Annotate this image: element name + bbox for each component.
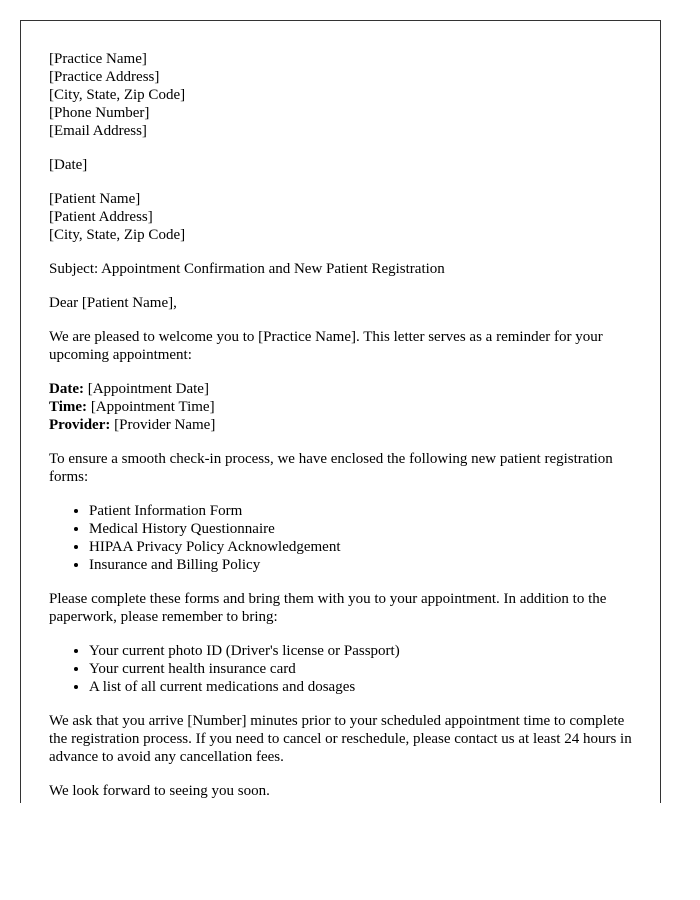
list-item: • Insurance and Billing Policy bbox=[89, 556, 660, 574]
letter-page bbox=[20, 20, 661, 803]
list-item: • Your current health insurance card bbox=[89, 660, 660, 678]
letter-date: [Date] bbox=[49, 157, 88, 173]
time-label: Time: bbox=[49, 399, 88, 415]
list-item: • A list of all current medications and dosages bbox=[89, 678, 660, 696]
list-item: • Patient Information Form bbox=[89, 502, 660, 520]
date-label: Date: bbox=[49, 381, 84, 397]
list-item: • Your current photo ID (Driver's license or Passport) bbox=[89, 642, 660, 660]
appointment-details bbox=[49, 380, 634, 434]
recipient-block bbox=[49, 190, 634, 244]
list-item: • Medical History Questionnaire bbox=[89, 520, 660, 538]
date-value: [Appointment Date] bbox=[83, 381, 209, 397]
practice-email: [Email Address] bbox=[49, 123, 147, 139]
closing-paragraph: We look forward to seeing you soon. bbox=[49, 783, 270, 799]
provider-value: [Provider Name] bbox=[110, 417, 216, 433]
practice-name: [Practice Name] bbox=[49, 51, 147, 67]
provider-label: Provider: bbox=[49, 417, 111, 433]
intro-paragraph: We are pleased to welcome you to [Practice Name]. This letter serves as a reminder for your upcoming appointment: bbox=[49, 329, 603, 363]
forms-list bbox=[49, 502, 660, 574]
practice-city: [City, State, Zip Code] bbox=[49, 87, 186, 103]
practice-address: [Practice Address] bbox=[49, 69, 160, 85]
subject-line: Subject: Appointment Confirmation and New Patient Registration bbox=[49, 261, 445, 277]
salutation: Dear [Patient Name], bbox=[49, 295, 177, 311]
time-value: [Appointment Time] bbox=[87, 399, 215, 415]
practice-phone: [Phone Number] bbox=[49, 105, 150, 121]
patient-address: [Patient Address] bbox=[49, 209, 153, 225]
list-item: • HIPAA Privacy Policy Acknowledgement bbox=[89, 538, 660, 556]
patient-city: [City, State, Zip Code] bbox=[49, 227, 186, 243]
bring-list bbox=[49, 642, 660, 696]
sender-block bbox=[49, 50, 634, 140]
forms-intro: To ensure a smooth check-in process, we have enclosed the following new patient registration forms: bbox=[49, 451, 613, 485]
bring-intro: Please complete these forms and bring them with you to your appointment. In addition to the paperwork, please remember to bring: bbox=[49, 591, 607, 625]
patient-name: [Patient Name] bbox=[49, 191, 141, 207]
arrival-paragraph: We ask that you arrive [Number] minutes prior to your scheduled appointment time to complete the registration process. If you need to cancel or reschedule, please contact us at least 24 hours in advance to avoid any cancellation fees. bbox=[49, 713, 632, 765]
